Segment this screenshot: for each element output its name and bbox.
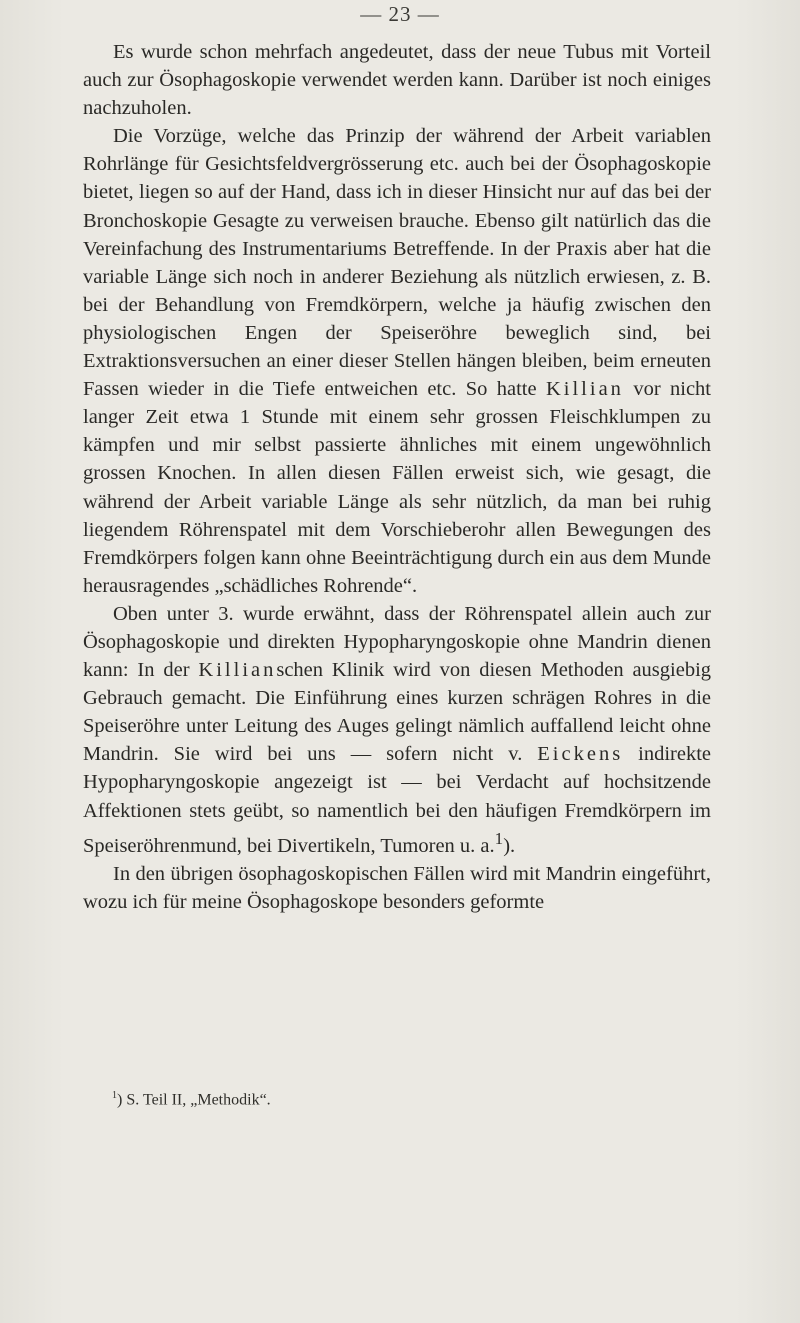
footnote-reference: 1 <box>494 828 504 848</box>
paragraph-3-text-a: Oben unter 3. wurde erwähnt, dass der Röhrenspatel allein auch zur Ösophagoskopie und direkten Hypopharyngoskopie ohne Mandrin dienen kann: In der <box>83 602 711 682</box>
footnote-marker: 1 <box>112 1090 117 1101</box>
paragraph-2-text-b: vor nicht langer Zeit etwa 1 Stunde mit einem sehr grossen Fleischklumpen zu kämpfen und mir selbst passierte ähnliches mit einem ungewöhnlich grossen Knochen. In allen diesen Fällen erweist sich, wie gesagt, die während der Arbeit variable Länge als sehr nützlich, da man bei ruhig liegendem Röhrenspatel mit dem Vorschieberohr allen Bewegungen des Fremdkörpers folgen kann ohne Beeinträchtigung durch ein aus dem Munde herausragendes „schädliches Rohrende“. <box>83 378 712 597</box>
paragraph-4 <box>83 860 711 916</box>
paragraph-2 <box>83 122 711 600</box>
paragraph-3-text-b: schen Klinik wird von diesen Methoden ausgiebig Gebrauch gemacht. Die Einführung eines kurzen schrägen Rohres in die Speiseröhre unter Leitung des Auges gelingt nämlich auffallend leicht ohne Mandrin. Sie wird bei uns — sofern nicht v. <box>83 659 712 766</box>
paragraph-2-text-a: Die Vorzüge, welche das Prinzip der während der Arbeit variablen Rohrlänge für Gesichtsfeldvergrösserung etc. auch bei der Ösophagoskopie bietet, liegen so auf der Hand, dass ich in dieser Hinsicht nur auf das bei der Bronchoskopie Gesagte zu verweisen brauche. Ebenso gilt natürlich das die Vereinfachung des Instrumentariums Betreffende. In der Praxis aber hat die variable Länge sich noch in anderer Beziehung als nützlich erwiesen, z. B. bei der Behandlung von Fremdkörpern, welche ja häufig zwischen den physiologischen Engen der Speiseröhre beweglich sind, bei Extraktionsversuchen an einer dieser Stellen hängen bleiben, beim erneuten Fassen wieder in die Tiefe entweichen etc. So hatte <box>83 125 711 401</box>
paragraph-1-text: Es wurde schon mehrfach angedeutet, dass der neue Tubus mit Vorteil auch zur Ösophagoskopie verwendet werden kann. Darüber ist noch einiges nachzuholen. <box>83 41 711 120</box>
author-name-eickens: Eickens <box>537 743 624 766</box>
page-number: — 23 — <box>360 2 440 26</box>
paragraph-1 <box>83 38 711 122</box>
footnote-text: ) S. Teil II, „Methodik“. <box>117 1091 271 1109</box>
paragraph-3 <box>83 600 711 860</box>
paragraph-3-text-c: indirekte Hypopharyngoskopie angezeigt ist — bei Verdacht auf hochsitzende Affektionen stets geübt, so namentlich bei den häufigen Fremdkörpern im Speiseröhrenmund, bei Divertikeln, Tumoren u. a. <box>83 743 712 857</box>
paragraph-3-end: ). <box>503 834 516 857</box>
author-name-killian-clinic: Killian <box>198 659 277 682</box>
author-name-killian: Killian <box>545 378 624 401</box>
paragraph-4-text: In den übrigen ösophagoskopischen Fällen wird mit Mandrin eingeführt, wozu ich für meine Ösophagoskope besonders geformte <box>83 862 711 913</box>
body-text <box>83 38 711 916</box>
footnote <box>112 1090 271 1109</box>
